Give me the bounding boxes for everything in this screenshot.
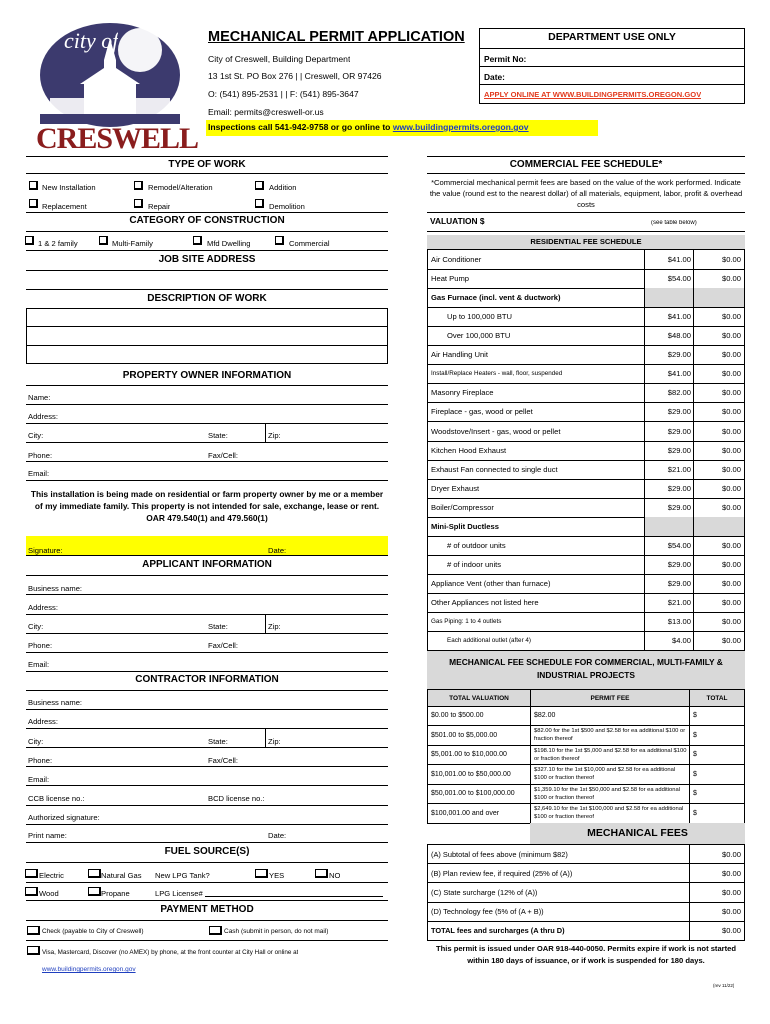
commercial-fee-cell: $2,649.10 for the 1st $100,000 and $2.58 for ea additional $100 or fraction thereof [530,803,690,824]
residential-row-fee: $41.00 [644,364,694,384]
contractor-fax-label: Fax/Cell: [208,756,238,765]
owner-city-label: City: [28,431,44,440]
repair-label: Repair [148,202,171,211]
lpg-tank-label: New LPG Tank? [155,871,210,880]
residential-row-label: Dryer Exhaust [427,479,645,499]
repair-checkbox[interactable] [134,199,143,208]
payment-online-link[interactable]: www.buildingpermits.oregon.gov [42,966,136,973]
description-input[interactable] [26,308,388,364]
owner-statement: This installation is being made on residential or farm property owner by me or a member of my immediate family. This property is not intended for sale, exchange, lease or rent. OAR 479.540(1) and 479.560(1) [30,489,384,523]
department-use-title: DEPARTMENT USE ONLY [548,31,676,43]
mechanical-fee-total[interactable]: $0.00 [689,921,745,941]
mechanical-fee-label: TOTAL fees and surcharges (A thru D) [427,921,690,941]
residential-row-total[interactable]: $0.00 [693,307,745,327]
one-two-family-label: 1 & 2 family [38,239,78,248]
commercial-fee-note: *Commercial mechanical permit fees are based on the value of the work performed. Indicate the value (round est to the nearest dollar) of all materials, equipment, labor, profit & overhead costs [429,178,743,209]
commercial-valuation-cell: $50,001.00 to $100,000.00 [427,784,531,804]
residential-row-total[interactable]: $0.00 [693,250,745,270]
owner-address-label: Address: [28,412,58,421]
date-label: Date: [484,72,505,82]
total-header-text: TOTAL [706,694,728,702]
electric-checkbox[interactable] [25,869,38,878]
page-title: MECHANICAL PERMIT APPLICATION [208,29,465,45]
applicant-email-label: Email: [28,660,50,669]
inspection-text: Inspections call 541-942-9758 or go online to [208,122,393,132]
contractor-state-label: State: [208,737,228,746]
lpg-license-input[interactable] [205,896,383,897]
mechanical-fees-title: MECHANICAL FEES [530,823,745,845]
propane-label: Propane [101,889,130,898]
residential-row-total[interactable]: $0.00 [693,498,745,518]
check-payment-checkbox[interactable] [27,926,40,935]
residential-row-total[interactable]: $0.00 [693,593,745,613]
addition-checkbox[interactable] [255,181,264,190]
residential-row-label: # of outdoor units [427,536,645,556]
see-table-note: (see table below) [651,220,697,226]
residential-row-label: Gas Piping: 1 to 4 outlets [427,612,645,632]
mechanical-fee-label: (A) Subtotal of fees above (minimum $82) [427,844,690,864]
total-valuation-header-text: TOTAL VALUATION [449,694,509,702]
card-payment-checkbox[interactable] [27,946,40,955]
department-email: Email: permits@creswell-or.us [208,107,324,117]
residential-row-label: Heat Pump [427,269,645,289]
wood-label: Wood [39,889,59,898]
department-phone: O: (541) 895-2531 | | F: (541) 895-3647 [208,89,359,99]
permit-fee-header [530,689,690,707]
commercial-total-cell[interactable]: $ [689,764,745,785]
residential-row-label: Each additional outlet (after 4) [427,631,645,651]
payment-title: PAYMENT METHOD [160,904,254,915]
residential-row-label: Air Conditioner [427,250,645,270]
residential-row-label: Install/Replace Heaters - wall, floor, suspended [427,364,645,384]
residential-row-label: Masonry Fireplace [427,383,645,403]
category-title: CATEGORY OF CONSTRUCTION [129,215,285,226]
contractor-business-label: Business name: [28,698,83,707]
residential-row-fee: $54.00 [644,536,694,556]
contractor-email-label: Email: [28,775,50,784]
card-payment-label: Visa, Mastercard, Discover (no AMEX) by phone, at the front counter at City Hall or online at [42,949,299,956]
remodel-label: Remodel/Alteration [148,183,213,192]
lpg-no-label: NO [329,871,341,880]
applicant-zip-label: Zip: [268,622,281,631]
residential-row-fee: $82.00 [644,383,694,403]
mechanical-fee-total[interactable]: $0.00 [689,844,745,864]
natural-gas-label: Natural Gas [101,871,142,880]
residential-row-total[interactable]: $0.00 [693,364,745,384]
applicant-title: APPLICANT INFORMATION [142,559,272,570]
contractor-phone-label: Phone: [28,756,53,765]
applicant-city-label: City: [28,622,44,631]
residential-row-fee: $54.00 [644,269,694,289]
residential-row-label: Exhaust Fan connected to single duct [427,460,645,480]
residential-row-fee: $13.00 [644,612,694,632]
owner-email-label: Email: [28,469,50,478]
contractor-date-label: Date: [268,831,287,840]
lpg-license-label: LPG License# [155,889,203,898]
mechanical-fee-label: (D) Technology fee (5% of (A + B)) [427,902,690,922]
mfd-dwelling-label: Mfd Dwelling [207,239,251,248]
lpg-no-checkbox[interactable] [315,869,328,878]
contractor-title: CONTRACTOR INFORMATION [135,674,279,685]
contractor-zip-label: Zip: [268,737,281,746]
residential-row-fee: $4.00 [644,631,694,651]
mechanical-fee-label: (B) Plan review fee, if required (25% of (A)) [427,863,690,883]
residential-row-fee: $29.00 [644,422,694,442]
commercial-checkbox[interactable] [275,236,284,245]
print-name-label: Print name: [28,831,67,840]
apply-online-link[interactable]: APPLY ONLINE AT WWW.BUILDINGPERMITS.OREGON.GOV [484,90,702,99]
residential-row-label: Up to 100,000 BTU [427,307,645,327]
residential-row-fee: $29.00 [644,574,694,594]
applicant-state-label: State: [208,622,228,631]
commercial-total-cell[interactable]: $ [689,725,745,746]
electric-label: Electric [39,871,64,880]
residential-row-fee: $29.00 [644,479,694,499]
commercial-schedule-title: MECHANICAL FEE SCHEDULE FOR COMMERCIAL, MULTI-FAMILY & INDUSTRIAL PROJECTS [427,651,745,689]
residential-row-total[interactable]: $0.00 [693,555,745,575]
residential-row-fee: $29.00 [644,402,694,422]
natural-gas-checkbox[interactable] [88,869,101,878]
signature-row[interactable] [26,536,388,555]
commercial-fee-title: COMMERCIAL FEE SCHEDULE* [509,159,663,170]
residential-row-total[interactable] [693,517,745,537]
residential-row-fee: $41.00 [644,250,694,270]
job-site-title: JOB SITE ADDRESS [158,254,256,265]
owner-fax-label: Fax/Cell: [208,451,238,460]
residential-row-total[interactable]: $0.00 [693,574,745,594]
commercial-total-cell[interactable]: $ [689,803,745,824]
commercial-fee-cell: $82.00 for the 1st $500 and $2.58 for ea additional $100 or fraction thereof [530,725,690,746]
valuation-label: VALUATION $ [430,216,485,226]
permit-fee-header-text: PERMIT FEE [590,694,630,702]
commercial-label: Commercial [289,239,330,248]
job-site-input[interactable] [26,271,388,289]
valuation-input[interactable] [493,213,643,231]
mechanical-fee-total[interactable]: $0.00 [689,902,745,922]
residential-row-total[interactable] [693,288,745,308]
owner-name-label: Name: [28,393,51,402]
applicant-business-label: Business name: [28,584,83,593]
residential-row-total[interactable]: $0.00 [693,269,745,289]
residential-row-label: Other Appliances not listed here [427,593,645,613]
multi-family-checkbox[interactable] [99,236,108,245]
demolition-checkbox[interactable] [255,199,264,208]
applicant-address-label: Address: [28,603,58,612]
contractor-city-label: City: [28,737,44,746]
residential-row-label: Mini-Split Ductless [427,517,645,537]
owner-title: PROPERTY OWNER INFORMATION [122,370,292,381]
permit-expiration-notice: This permit is issued under OAR 918-440-0050. Permits expire if work is not started within 180 days of issuance, or if work is suspended for 180 days. [435,944,737,965]
cash-payment-label: Cash (submit in person, do not mail) [224,928,329,935]
residential-row-label: Woodstove/Insert - gas, wood or pellet [427,422,645,442]
department-address: 13 1st St. PO Box 276 | | Creswell, OR 97426 [208,71,382,81]
residential-row-total[interactable]: $0.00 [693,326,745,346]
commercial-fee-cell: $82.00 [530,706,690,726]
residential-row-total[interactable]: $0.00 [693,441,745,461]
commercial-total-cell[interactable]: $ [689,745,745,765]
residential-row-fee: $29.00 [644,555,694,575]
residential-row-total[interactable]: $0.00 [693,422,745,442]
permit-no-label: Permit No: [484,54,527,64]
owner-signature-label: Signature: [28,546,63,555]
type-of-work-title: TYPE OF WORK [168,159,246,170]
commercial-valuation-cell: $100,001.00 and over [427,803,531,824]
commercial-fee-cell: $1,359.10 for the 1st $50,000 and $2.58 for ea additional $100 or fraction thereof [530,784,690,804]
fuel-title: FUEL SOURCE(S) [164,846,250,857]
owner-zip-label: Zip: [268,431,281,440]
residential-row-label: Kitchen Hood Exhaust [427,441,645,461]
owner-phone-label: Phone: [28,451,53,460]
commercial-fee-cell: $198.10 for the 1st $5,000 and $2.58 for ea additional $100 or fraction thereof [530,745,690,765]
residential-row-total[interactable]: $0.00 [693,612,745,632]
new-installation-label: New Installation [42,183,96,192]
total-header [689,689,745,707]
lpg-yes-checkbox[interactable] [255,869,268,878]
propane-checkbox[interactable] [88,887,101,896]
cash-payment-checkbox[interactable] [209,926,222,935]
residential-row-total[interactable]: $0.00 [693,460,745,480]
department-name: City of Creswell, Building Department [208,54,351,64]
mfd-dwelling-checkbox[interactable] [193,236,202,245]
residential-row-label: Boiler/Compressor [427,498,645,518]
residential-row-total[interactable]: $0.00 [693,402,745,422]
residential-row-label: Air Handling Unit [427,345,645,365]
residential-row-label: Gas Furnace (incl. vent & ductwork) [427,288,645,308]
total-valuation-header [427,689,531,707]
mechanical-fee-label: (C) State surcharge (12% of (A)) [427,882,690,902]
residential-row-fee: $48.00 [644,326,694,346]
residential-row-fee: $21.00 [644,593,694,613]
commercial-valuation-cell: $501.00 to $5,000.00 [427,725,531,746]
new-installation-checkbox[interactable] [29,181,38,190]
commercial-valuation-cell: $5,001.00 to $10,000.00 [427,745,531,765]
commercial-valuation-cell: $10,001.00 to $50,000.00 [427,764,531,785]
wood-checkbox[interactable] [25,887,38,896]
demolition-label: Demolition [269,202,305,211]
authorized-signature-label: Authorized signature: [28,813,100,822]
check-payment-label: Check (payable to City of Creswell) [42,928,144,935]
multi-family-label: Multi-Family [112,239,153,248]
applicant-fax-label: Fax/Cell: [208,641,238,650]
residential-row-fee: $29.00 [644,498,694,518]
replacement-label: Replacement [42,202,87,211]
mechanical-fee-total[interactable]: $0.00 [689,882,745,902]
residential-row-fee: $21.00 [644,460,694,480]
ccb-license-label: CCB license no.: [28,794,85,803]
revision-note: (rev 11/22) [713,983,735,988]
residential-row-total[interactable]: $0.00 [693,631,745,651]
residential-row-total[interactable]: $0.00 [693,479,745,499]
remodel-checkbox[interactable] [134,181,143,190]
residential-row-total[interactable]: $0.00 [693,345,745,365]
residential-row-label: Fireplace - gas, wood or pellet [427,402,645,422]
residential-row-fee [644,517,694,537]
lpg-yes-label: YES [269,871,285,880]
city-logo [30,20,199,160]
bcd-license-label: BCD license no.: [208,794,265,803]
residential-row-fee [644,288,694,308]
replacement-checkbox[interactable] [29,199,38,208]
residential-row-fee: $29.00 [644,345,694,365]
commercial-fee-cell: $327.10 for the 1st $10,000 and $2.58 for ea additional $100 or fraction thereof [530,764,690,785]
applicant-phone-label: Phone: [28,641,53,650]
residential-row-label: Over 100,000 BTU [427,326,645,346]
inspection-link[interactable]: www.buildingpermits.oregon.gov [392,122,529,132]
description-title: DESCRIPTION OF WORK [147,293,267,304]
logo-city-of: city of [64,28,119,53]
commercial-total-cell[interactable]: $ [689,784,745,804]
mechanical-fee-total[interactable]: $0.00 [689,863,745,883]
commercial-valuation-cell: $0.00 to $500.00 [427,706,531,726]
addition-label: Addition [269,183,297,192]
residential-row-fee: $29.00 [644,441,694,461]
logo-creswell: CRESWELL [36,122,199,155]
residential-row-total[interactable]: $0.00 [693,536,745,556]
residential-row-label: # of indoor units [427,555,645,575]
inspection-banner [206,120,598,136]
commercial-total-cell[interactable]: $ [689,706,745,726]
one-two-family-checkbox[interactable] [25,236,34,245]
residential-fee-title: RESIDENTIAL FEE SCHEDULE [427,235,745,249]
residential-row-label: Appliance Vent (other than furnace) [427,574,645,594]
residential-row-total[interactable]: $0.00 [693,383,745,403]
residential-row-fee: $41.00 [644,307,694,327]
owner-state-label: State: [208,431,228,440]
owner-date-label: Date: [268,546,287,555]
contractor-address-label: Address: [28,717,58,726]
